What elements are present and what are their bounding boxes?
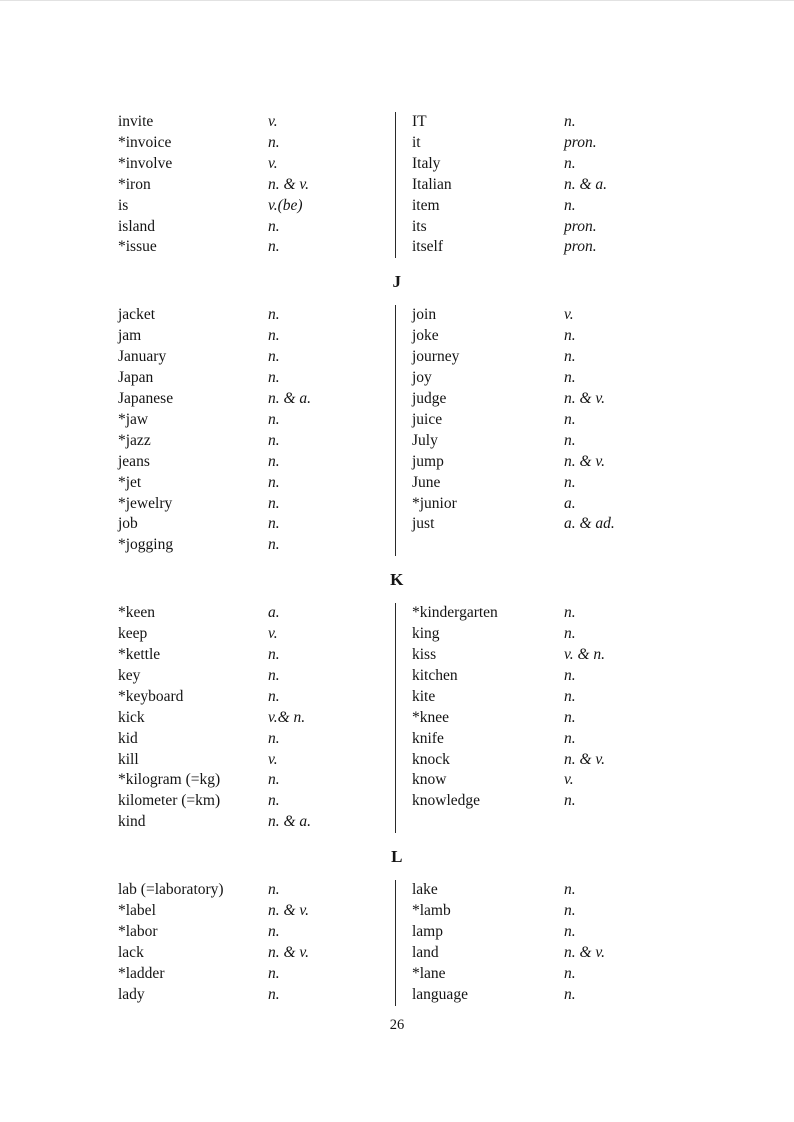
section-k xyxy=(118,568,676,833)
entry-word: *iron xyxy=(118,175,151,193)
entry-row xyxy=(118,326,395,347)
entry-part-of-speech: n. xyxy=(564,625,576,643)
entry-part-of-speech: n. & v. xyxy=(268,902,310,920)
entry-word: king xyxy=(412,625,440,643)
entry-row xyxy=(412,645,676,666)
entry-part-of-speech: a. xyxy=(268,604,280,622)
entry-part-of-speech: n. xyxy=(268,687,280,705)
entry-part-of-speech: n. xyxy=(268,133,280,151)
entry-row xyxy=(118,985,395,1006)
entry-part-of-speech: n. xyxy=(564,985,576,1003)
entry-part-of-speech: n. & v. xyxy=(564,389,606,407)
entry-row xyxy=(412,389,676,410)
entry-word: lady xyxy=(118,985,145,1003)
entry-row xyxy=(412,112,676,133)
entry-row xyxy=(118,368,395,389)
entry-row xyxy=(412,708,676,729)
entry-word: *kindergarten xyxy=(412,604,498,622)
entry-part-of-speech: n. xyxy=(268,369,280,387)
entry-row xyxy=(118,112,395,133)
entry-part-of-speech: n. xyxy=(268,494,280,512)
two-column-block xyxy=(118,305,676,556)
entry-part-of-speech: n. xyxy=(564,923,576,940)
entry-word: joke xyxy=(412,327,439,345)
section-l xyxy=(118,845,676,1005)
entry-row xyxy=(118,770,395,791)
entry-row xyxy=(412,985,676,1006)
entry-word: *knee xyxy=(412,708,450,726)
entry-word: kill xyxy=(118,750,139,768)
entry-word: Japanese xyxy=(118,389,174,407)
entry-word: job xyxy=(118,515,138,533)
entry-part-of-speech: n. & v. xyxy=(564,452,606,470)
entry-part-of-speech: n. xyxy=(268,729,280,747)
entry-row xyxy=(118,922,395,943)
entry-word: kick xyxy=(118,708,145,726)
entry-part-of-speech: v. xyxy=(268,625,278,643)
entry-row xyxy=(118,791,395,812)
entry-row xyxy=(118,473,395,494)
entry-word: *issue xyxy=(118,238,157,256)
entry-row xyxy=(118,514,395,535)
entry-word: kind xyxy=(118,813,146,831)
entry-part-of-speech: n. xyxy=(268,666,280,684)
entry-row xyxy=(412,305,676,326)
entry-row xyxy=(412,964,676,985)
entry-word: June xyxy=(412,473,441,491)
right-column xyxy=(396,603,676,833)
entry-part-of-speech: n. xyxy=(268,473,280,491)
entry-word: *lamb xyxy=(412,902,451,920)
entry-row xyxy=(412,687,676,708)
entry-part-of-speech: n. xyxy=(564,348,576,366)
entry-row xyxy=(412,217,676,238)
entry-word: invite xyxy=(118,113,154,130)
entry-part-of-speech: n. & a. xyxy=(268,813,312,831)
entry-part-of-speech: n. xyxy=(564,964,576,982)
entry-row xyxy=(412,368,676,389)
entry-part-of-speech: n. xyxy=(268,923,280,940)
entry-word: *jazz xyxy=(118,431,151,449)
entry-row xyxy=(118,729,395,750)
entry-part-of-speech: n. xyxy=(564,792,576,810)
entry-word: lake xyxy=(412,881,438,899)
entry-row xyxy=(412,880,676,901)
entry-part-of-speech: n. xyxy=(268,536,280,554)
right-column xyxy=(396,305,676,556)
left-column xyxy=(118,603,395,833)
entry-row xyxy=(118,666,395,687)
section-letter-heading: K xyxy=(390,570,404,590)
section-continued xyxy=(118,112,676,258)
entry-word: kiss xyxy=(412,646,437,664)
entry-row xyxy=(412,326,676,347)
left-column xyxy=(118,305,395,556)
entry-row xyxy=(412,133,676,154)
entry-word: jeans xyxy=(118,452,150,470)
entry-row xyxy=(412,514,676,535)
entry-part-of-speech: n. xyxy=(564,473,576,491)
entry-word: it xyxy=(412,133,421,151)
left-column xyxy=(118,880,395,1005)
entry-row xyxy=(412,473,676,494)
entry-part-of-speech: n. xyxy=(564,666,576,684)
entry-part-of-speech: n. xyxy=(564,729,576,747)
section-letter-heading: L xyxy=(391,847,403,867)
entry-part-of-speech: a. & ad. xyxy=(564,515,615,533)
entry-row xyxy=(412,922,676,943)
entry-row xyxy=(412,431,676,452)
entry-part-of-speech: n. & a. xyxy=(268,389,312,407)
entry-row xyxy=(118,389,395,410)
entry-row xyxy=(118,452,395,473)
entry-word: join xyxy=(412,306,437,324)
entry-word: *kilogram (=kg) xyxy=(118,771,221,789)
entry-row xyxy=(412,603,676,624)
entry-word: *keyboard xyxy=(118,687,184,705)
entry-part-of-speech: n. xyxy=(268,327,280,345)
entry-row xyxy=(412,237,676,258)
entry-word: *jaw xyxy=(118,410,149,428)
entry-word: its xyxy=(412,217,427,235)
entry-row xyxy=(118,964,395,985)
entry-row xyxy=(118,880,395,901)
entry-row xyxy=(118,237,395,258)
entry-part-of-speech: n. xyxy=(564,708,576,726)
entry-part-of-speech: n. xyxy=(564,113,576,130)
entry-word: joy xyxy=(412,369,432,387)
entry-part-of-speech: n. xyxy=(564,410,576,428)
entry-part-of-speech: pron. xyxy=(564,133,597,151)
page-number: 26 xyxy=(389,1016,405,1033)
entry-part-of-speech: n. & v. xyxy=(268,175,310,193)
entry-word: *jewelry xyxy=(118,494,173,512)
entry-part-of-speech: n. & a. xyxy=(564,175,608,193)
entry-word: kilometer (=km) xyxy=(118,792,221,810)
entry-part-of-speech: n. xyxy=(268,964,280,982)
entry-row xyxy=(412,494,676,515)
entry-word: juice xyxy=(412,410,443,428)
entry-part-of-speech: n. & v. xyxy=(268,943,310,961)
entry-word: *jogging xyxy=(118,536,174,554)
section-letter-heading: J xyxy=(392,272,402,292)
entry-word: knife xyxy=(412,729,444,747)
entry-word: item xyxy=(412,196,440,214)
entry-row xyxy=(118,347,395,368)
entry-word: land xyxy=(412,943,439,961)
entry-part-of-speech: n. xyxy=(268,431,280,449)
entry-word: keep xyxy=(118,625,148,643)
entry-row xyxy=(412,175,676,196)
entry-part-of-speech: n. xyxy=(268,306,280,324)
entry-word: is xyxy=(118,196,129,214)
entry-part-of-speech: n. xyxy=(564,902,576,920)
entry-row xyxy=(118,750,395,771)
entry-word: itself xyxy=(412,238,443,256)
entry-word: *jet xyxy=(118,473,142,491)
entry-row xyxy=(412,196,676,217)
entry-word: jacket xyxy=(118,306,156,324)
entry-row xyxy=(118,901,395,922)
entry-row xyxy=(118,217,395,238)
entry-part-of-speech: n. xyxy=(268,771,280,789)
entry-row xyxy=(118,305,395,326)
entry-word: lack xyxy=(118,943,144,961)
entry-row xyxy=(412,943,676,964)
entry-word: *involve xyxy=(118,154,173,172)
entry-word: IT xyxy=(412,113,427,130)
entry-row xyxy=(118,410,395,431)
entry-row xyxy=(118,812,395,833)
section-j xyxy=(118,270,676,556)
entry-word: *junior xyxy=(412,494,457,512)
entry-word: July xyxy=(412,431,438,449)
entry-part-of-speech: n. xyxy=(268,410,280,428)
entry-part-of-speech: n. xyxy=(564,431,576,449)
entry-word: *lane xyxy=(412,964,446,982)
entry-part-of-speech: n. xyxy=(268,452,280,470)
entry-word: knock xyxy=(412,750,450,768)
entry-word: key xyxy=(118,666,141,684)
entry-row xyxy=(118,196,395,217)
entry-row xyxy=(412,410,676,431)
entry-row xyxy=(118,431,395,452)
entry-word: lab (=laboratory) xyxy=(118,881,224,899)
entry-row xyxy=(412,729,676,750)
entry-row xyxy=(412,791,676,812)
entry-part-of-speech: v. & n. xyxy=(564,646,606,664)
entry-part-of-speech: v. xyxy=(564,771,574,789)
entry-row xyxy=(118,687,395,708)
entry-row xyxy=(118,645,395,666)
entry-part-of-speech: n. xyxy=(564,881,576,899)
entry-part-of-speech: n. xyxy=(268,881,280,899)
entry-word: island xyxy=(118,217,156,235)
entry-part-of-speech: n. xyxy=(564,196,576,214)
entry-part-of-speech: v.& n. xyxy=(268,708,306,726)
entry-word: knowledge xyxy=(412,792,481,810)
entry-part-of-speech: n. xyxy=(564,327,576,345)
entry-word: Italian xyxy=(412,175,452,193)
two-column-block xyxy=(118,603,676,833)
entry-part-of-speech: v. xyxy=(564,306,574,324)
entry-word: Japan xyxy=(118,369,154,387)
entry-row xyxy=(412,750,676,771)
entry-word: *labor xyxy=(118,923,158,940)
entry-part-of-speech: pron. xyxy=(564,217,597,235)
entry-word: know xyxy=(412,771,447,789)
entry-part-of-speech: n. xyxy=(268,515,280,533)
entry-word: *ladder xyxy=(118,964,165,982)
entry-row xyxy=(118,133,395,154)
entry-part-of-speech: n. xyxy=(268,348,280,366)
entry-word: journey xyxy=(412,348,460,366)
two-column-block xyxy=(118,880,676,1005)
entry-part-of-speech: n. xyxy=(268,792,280,810)
right-column xyxy=(396,112,676,258)
entry-part-of-speech: n. xyxy=(564,369,576,387)
entry-row xyxy=(412,770,676,791)
left-column xyxy=(118,112,395,258)
entry-word: jam xyxy=(118,327,142,345)
entry-word: kite xyxy=(412,687,436,705)
entry-row xyxy=(118,624,395,645)
entry-row xyxy=(118,154,395,175)
entry-part-of-speech: v. xyxy=(268,750,278,768)
entry-word: January xyxy=(118,348,167,366)
entry-part-of-speech: n. xyxy=(268,646,280,664)
entry-row xyxy=(118,708,395,729)
entry-row xyxy=(118,535,395,556)
entry-word: lamp xyxy=(412,923,443,940)
entry-part-of-speech: n. xyxy=(564,154,576,172)
right-column xyxy=(396,880,676,1005)
entry-part-of-speech: v. xyxy=(268,154,278,172)
entry-word: *keen xyxy=(118,604,156,622)
entry-word: kitchen xyxy=(412,666,458,684)
entry-row xyxy=(412,347,676,368)
vocabulary-list xyxy=(118,1,676,1035)
entry-part-of-speech: v. xyxy=(268,113,278,130)
entry-row xyxy=(118,175,395,196)
entry-part-of-speech: n. xyxy=(268,217,280,235)
entry-part-of-speech: n. xyxy=(564,687,576,705)
entry-row xyxy=(412,901,676,922)
entry-part-of-speech: n. & v. xyxy=(564,943,606,961)
entry-word: *kettle xyxy=(118,646,161,664)
entry-word: language xyxy=(412,985,468,1003)
entry-part-of-speech: pron. xyxy=(564,238,597,256)
entry-row xyxy=(118,943,395,964)
entry-part-of-speech: v.(be) xyxy=(268,196,303,214)
entry-row xyxy=(412,154,676,175)
entry-part-of-speech: a. xyxy=(564,494,576,512)
entry-row xyxy=(412,666,676,687)
entry-word: kid xyxy=(118,729,138,747)
entry-part-of-speech: n. xyxy=(268,985,280,1003)
entry-part-of-speech: n. xyxy=(268,238,280,256)
entry-part-of-speech: n. & v. xyxy=(564,750,606,768)
entry-word: *invoice xyxy=(118,133,172,151)
entry-word: jump xyxy=(412,452,444,470)
entry-word: Italy xyxy=(412,154,441,172)
entry-row xyxy=(118,603,395,624)
entry-word: just xyxy=(412,515,435,533)
entry-row xyxy=(412,452,676,473)
sections-container xyxy=(118,112,676,1006)
entry-part-of-speech: n. xyxy=(564,604,576,622)
entry-word: judge xyxy=(412,389,447,407)
two-column-block xyxy=(118,112,676,258)
entry-word: *label xyxy=(118,902,156,920)
entry-row xyxy=(118,494,395,515)
entry-row xyxy=(412,624,676,645)
